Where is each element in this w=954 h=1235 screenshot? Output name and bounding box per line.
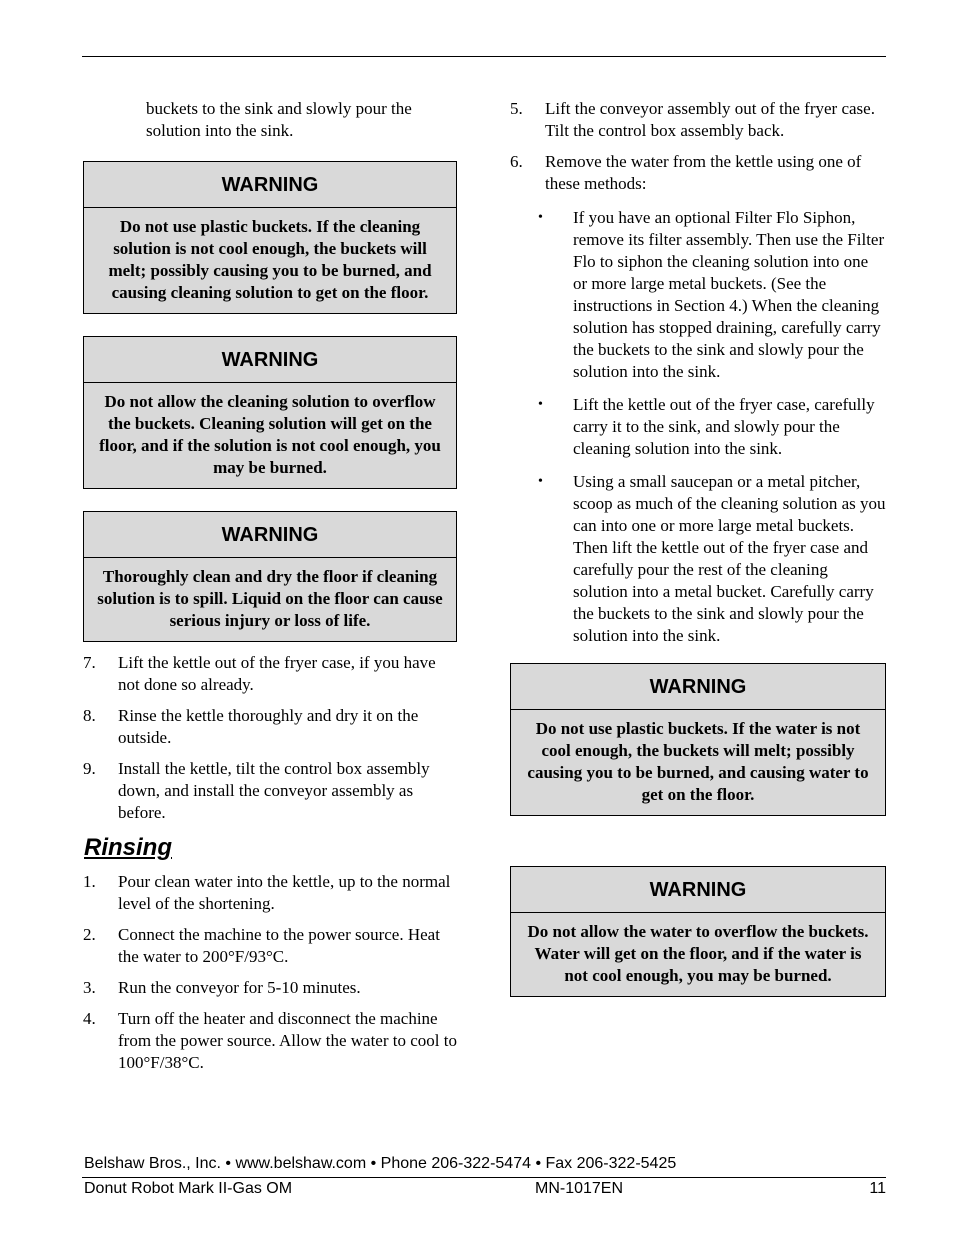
bullet-text: If you have an optional Filter Flo Siphon, remove its filter assembly. Then use the Filter Flo to siphon the cleaning solution into one or more large metal buckets. (See the instructions in Section 4.) When the cleaning solution has stopped draining, carefully carry the buckets to the sink and slowly pour the solution into the sink. — [573, 208, 885, 381]
list-item — [83, 705, 457, 749]
warning-text: Do not use plastic buckets. If the water is not cool enough, the buckets will melt; possibly causing you to be burned, and causing water to get on the floor. — [527, 719, 869, 804]
rinsing-steps-list — [83, 871, 457, 1074]
footer-bar — [84, 1180, 886, 1198]
step-text: Turn off the heater and disconnect the machine from the power source. Allow the water to cool to 100°F/38°C. — [118, 1009, 457, 1072]
list-item — [510, 151, 886, 195]
warning-title: WARNING — [84, 162, 456, 208]
step-number: 5. — [510, 99, 523, 118]
bullet-marker: • — [538, 210, 543, 225]
step-text: Remove the water from the kettle using one of these methods: — [545, 152, 862, 193]
cleaning-steps-list — [83, 652, 457, 824]
step-text: Connect the machine to the power source. Heat the water to 200°F/93°C. — [118, 925, 440, 966]
warning-title: WARNING — [511, 664, 885, 710]
warning-text: Thoroughly clean and dry the floor if cleaning solution is to spill. Liquid on the floor can cause serious injury or loss of life. — [97, 567, 443, 630]
continuation-text: buckets to the sink and slowly pour the solution into the sink. — [146, 99, 412, 140]
step-number: 7. — [83, 653, 96, 672]
document-number: MN-1017EN — [535, 1180, 624, 1197]
footer-contact: Belshaw Bros., Inc. • www.belshaw.com • Phone 206-322-5474 • Fax 206-322-5425 — [84, 1155, 677, 1172]
bullet-text: Lift the kettle out of the fryer case, carefully carry it to the sink, and slowly pour the cleaning solution into the sink. — [573, 395, 875, 458]
warning-box — [83, 161, 457, 314]
list-item — [83, 871, 457, 915]
list-item — [510, 98, 886, 142]
list-item — [83, 758, 457, 824]
step-number: 4. — [83, 1009, 96, 1028]
step-text: Pour clean water into the kettle, up to the normal level of the shortening. — [118, 872, 451, 913]
step-number: 2. — [83, 925, 96, 944]
step-number: 3. — [83, 978, 96, 997]
warning-box — [510, 663, 886, 816]
warning-box — [83, 511, 457, 642]
list-item — [538, 471, 886, 647]
warning-title: WARNING — [84, 337, 456, 383]
list-item — [83, 924, 457, 968]
warning-box — [510, 866, 886, 997]
step-text: Lift the kettle out of the fryer case, if you have not done so already. — [118, 653, 436, 694]
step-number: 6. — [510, 152, 523, 171]
step-number: 8. — [83, 706, 96, 725]
list-item — [538, 207, 886, 383]
list-item — [83, 977, 457, 999]
right-column — [510, 98, 886, 1019]
warning-text: Do not allow the cleaning solution to overflow the buckets. Cleaning solution will get on the floor, and if the solution is not cool enough, you may be burned. — [99, 392, 441, 477]
warning-text: Do not use plastic buckets. If the cleaning solution is not cool enough, the buckets will melt; possibly causing you to be burned, and causing cleaning solution to get on the floor. — [108, 217, 432, 302]
warning-text: Do not allow the water to overflow the buckets. Water will get on the floor, and if the water is not cool enough, you may be burned. — [527, 922, 869, 985]
page-number: 11 — [869, 1180, 886, 1197]
footer-rule — [82, 1177, 886, 1178]
step-number: 1. — [83, 872, 96, 891]
warning-title: WARNING — [84, 512, 456, 558]
warning-box — [83, 336, 457, 489]
bullet-marker: • — [538, 474, 543, 489]
list-item — [83, 1008, 457, 1074]
header-rule — [82, 56, 886, 57]
step-text: Lift the conveyor assembly out of the fryer case. Tilt the control box assembly back. — [545, 99, 875, 140]
step-text: Rinse the kettle thoroughly and dry it on the outside. — [118, 706, 419, 747]
method-bullet-list — [510, 207, 886, 647]
list-item — [83, 652, 457, 696]
list-item — [538, 394, 886, 460]
removal-steps-list — [510, 98, 886, 195]
bullet-text: Using a small saucepan or a metal pitcher, scoop as much of the cleaning solution as you can into one or more large metal buckets. Then lift the kettle out of the fryer case and carefully pour the rest of the cleaning solution into a metal bucket. Carefully carry the buckets to the sink and slowly pour the solution into the sink. — [573, 472, 886, 645]
step-text: Install the kettle, tilt the control box assembly down, and install the conveyor assembly as before. — [118, 759, 430, 822]
step-number: 9. — [83, 759, 96, 778]
left-column — [83, 98, 457, 1083]
document-title: Donut Robot Mark II-Gas OM — [84, 1180, 293, 1197]
section-heading-rinsing: Rinsing — [84, 834, 172, 861]
step-text: Run the conveyor for 5-10 minutes. — [118, 978, 361, 997]
warning-title: WARNING — [511, 867, 885, 913]
bullet-marker: • — [538, 397, 543, 412]
